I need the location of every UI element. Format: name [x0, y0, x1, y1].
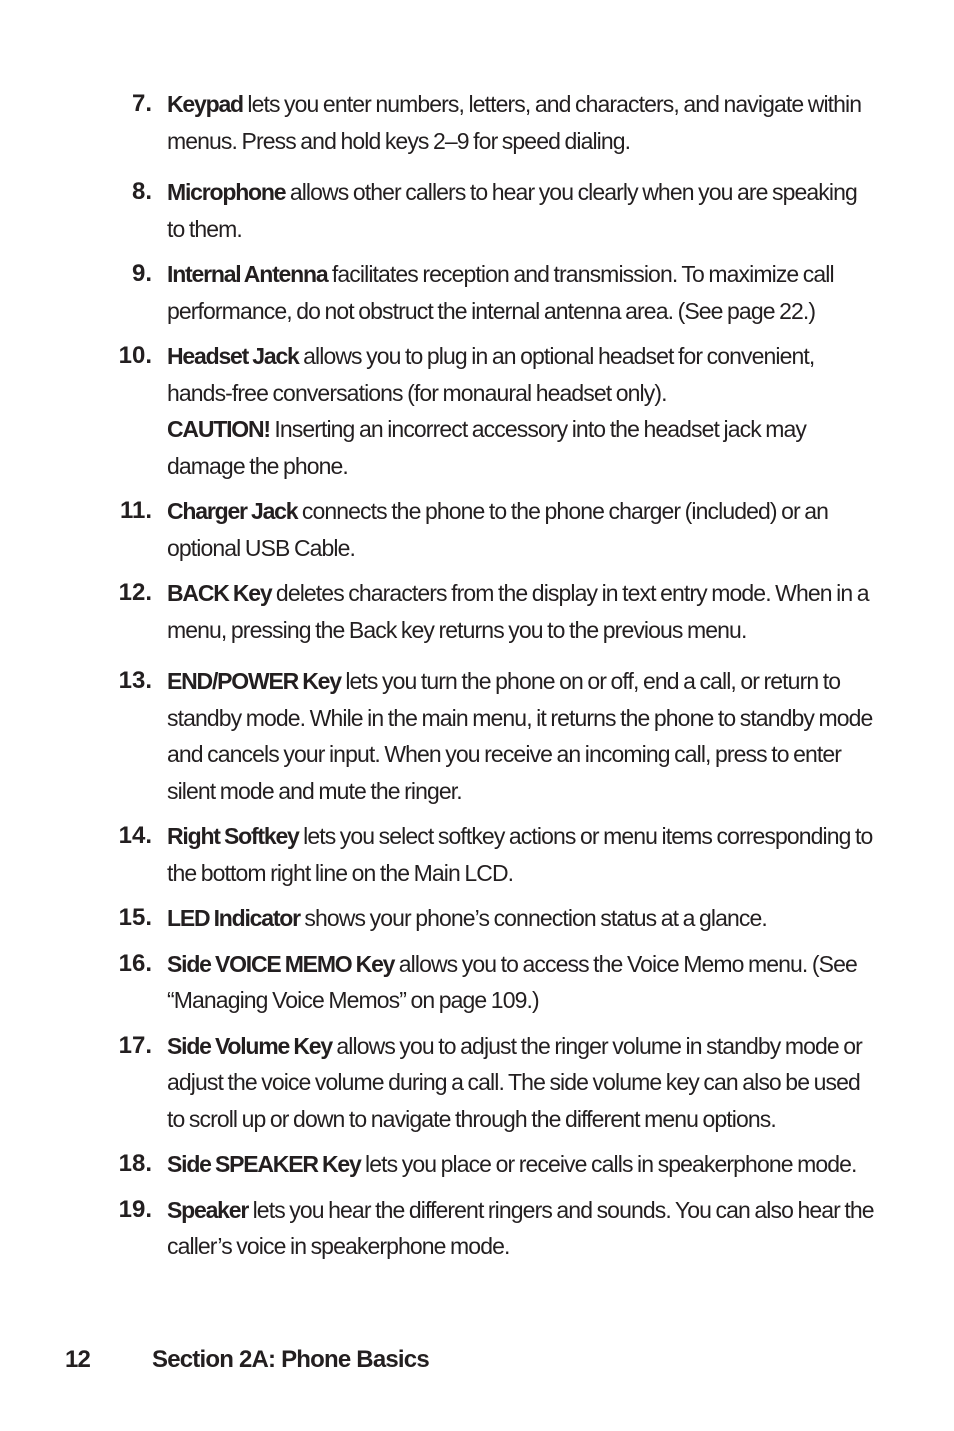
list-item [0, 946, 954, 1019]
caution-label: CAUTION! [167, 416, 270, 442]
item-term: Internal Antenna [167, 261, 328, 287]
item-number: 19. [118, 1195, 152, 1223]
item-description: lets you select softkey actions or menu items corresponding to the bottom right line on the Main LCD. [167, 823, 873, 886]
item-number: 12. [118, 579, 152, 606]
item-description: lets you hear the different ringers and sounds. You can also hear the caller’s voice in speakerphone mode. [167, 1196, 874, 1259]
item-description: facilitates reception and transmission. To maximize call performance, do not obstruct the internal antenna area. (See page 22.) [167, 261, 834, 324]
item-number: 18. [118, 1150, 152, 1177]
item-description: lets you place or receive calls in speakerphone mode. [360, 1151, 857, 1177]
list-item [0, 256, 954, 329]
list-item [0, 663, 954, 809]
item-description: deletes characters from the display in text entry mode. When in a menu, pressing the Back key returns you to the previous menu. [167, 580, 869, 643]
item-term: Speaker [167, 1196, 249, 1223]
list-item [0, 338, 954, 484]
item-term: Headset Jack [167, 343, 299, 369]
item-number: 10. [118, 342, 152, 369]
item-term: Side SPEAKER Key [167, 1151, 361, 1177]
item-term: LED Indicator [167, 905, 300, 931]
caution-text: Inserting an incorrect accessory into the headset jack may damage the phone. [167, 416, 807, 479]
list-item [0, 1146, 954, 1183]
item-number: 7. [131, 90, 152, 117]
caution-note [167, 411, 874, 484]
item-number: 17. [118, 1031, 152, 1059]
list-item [0, 493, 954, 566]
item-description: connects the phone to the phone charger (included) or an optional USB Cable. [167, 498, 829, 561]
item-term: Keypad [167, 91, 243, 117]
item-number: 13. [118, 667, 152, 694]
list-item [0, 900, 954, 937]
list-item [0, 1192, 954, 1265]
section-title: Section 2A: Phone Basics [152, 1346, 429, 1373]
item-term: BACK Key [167, 580, 272, 606]
item-description: allows other callers to hear you clearly when you are speaking to them. [167, 179, 857, 242]
page-footer [0, 1346, 954, 1386]
item-term: Side VOICE MEMO Key [167, 950, 395, 977]
item-description: allows you to access the Voice Memo menu. (See “Managing Voice Memos” on page 109.) [167, 950, 857, 1013]
item-number: 15. [118, 904, 152, 931]
item-term: Microphone [167, 179, 286, 205]
item-number: 14. [118, 822, 152, 849]
item-description: lets you turn the phone on or off, end a call, or return to standby mode. While in the main menu, it returns the phone to standby mode and cancels your input. When you receive an incoming call, press to enter silent mode and mute the ringer. [167, 668, 873, 804]
item-number: 9. [131, 260, 152, 287]
item-description: lets you enter numbers, letters, and characters, and navigate within menus. Press and hold keys 2–9 for speed dialing. [167, 91, 862, 154]
list-item [0, 174, 954, 247]
item-description: allows you to adjust the ringer volume in standby mode or adjust the voice volume during a call. The side volume key can also be used to scroll up or down to navigate through the different menu options. [167, 1032, 862, 1132]
list-item [0, 86, 954, 159]
list-item [0, 818, 954, 891]
list-item [0, 575, 954, 648]
item-term: Charger Jack [167, 498, 298, 524]
list-item [0, 1028, 954, 1138]
item-number: 8. [131, 178, 152, 205]
item-number: 11. [119, 497, 152, 524]
item-term: END/POWER Key [167, 668, 341, 694]
item-term: Right Softkey [167, 823, 299, 849]
item-number: 16. [118, 949, 152, 977]
item-term: Side Volume Key [167, 1032, 332, 1059]
item-description: allows you to plug in an optional headset for convenient, hands-free conversations (for monaural headset only). [167, 343, 815, 406]
page-number: 12 [65, 1346, 91, 1373]
feature-list [0, 86, 954, 1274]
item-description: shows your phone’s connection status at a glance. [299, 905, 767, 931]
